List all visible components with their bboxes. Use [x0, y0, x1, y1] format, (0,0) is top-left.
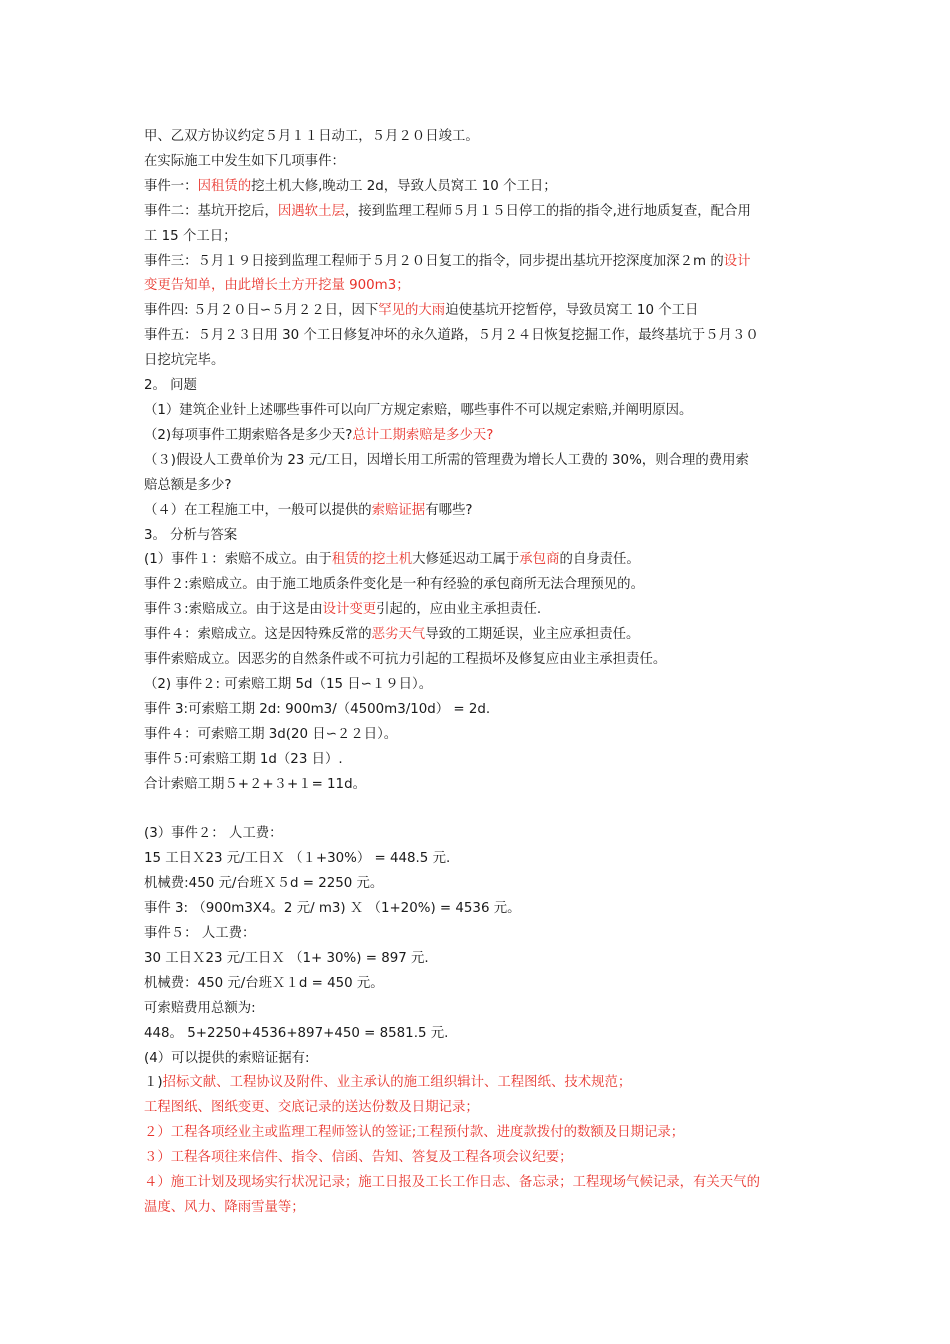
text-span: （３)假设人工费单价为 23 元/工日，因增长用工所需的管理费为增长人工费的 30%，则合理的费用索 [144, 452, 749, 468]
text-span: (4）可以提供的索赔证据有: [144, 1050, 310, 1066]
text-span: 30 工日Ｘ23 元/工日Ｘ （1+ 30%) = 897 元. [144, 950, 429, 966]
text-span: 事件３:索赔成立。由于这是由 [144, 602, 323, 618]
text-line [144, 548, 809, 573]
text-span: 事件２:索赔成立。由于施工地质条件变化是一种有经验的承包商所无法合理预见的。 [144, 577, 644, 593]
text-span: 迫使基坑开挖暂停，导致员窝工 10 个工日 [445, 303, 699, 319]
text-span: 3。 分析与答案 [144, 527, 238, 543]
text-span: （４）在工程施工中，一般可以提供的 [144, 502, 372, 518]
text-span: 日挖坑完毕。 [144, 353, 225, 369]
highlighted-text: 招标文献、工程协议及附件、业主承认的施工组织辑计、工程图纸、技术规范； [162, 1075, 632, 1091]
text-span: 事件四: ５月２０日∽５月２２日，因下 [144, 303, 379, 319]
text-line [144, 1071, 809, 1096]
text-span: 事件 3: （900m3X4。2 元/ m3) Ｘ （1+20%) = 4536 元。 [144, 901, 521, 917]
text-span: 合计索赔工期５+２+３+１= 11d。 [144, 776, 366, 792]
highlighted-text: 索赔证据 [371, 502, 426, 518]
text-line [144, 225, 809, 250]
text-line [144, 449, 809, 474]
text-span: ，接到监理工程师５月１５日停工的指的指令,进行地质复查，配合用 [344, 203, 751, 219]
text-line [144, 897, 809, 922]
text-span: 事件二：基坑开挖后， [144, 203, 278, 219]
highlighted-text: 因租赁的 [197, 178, 252, 194]
text-line [144, 150, 809, 175]
text-span: 挖土机大修,晚动工 2d，导致人员窝工 10 个工日； [251, 178, 557, 194]
highlighted-text: 租赁的挖土机 [331, 552, 413, 568]
text-span: 机械费:450 元/台班Ｘ５d = 2250 元。 [144, 876, 384, 892]
text-span: 事件五：５月２３日用 30 个工日修复冲坏的永久道路，５月２４日恢复挖掘工作，最终基坑于５月３０ [144, 328, 759, 344]
text-line [144, 324, 809, 349]
text-line [144, 250, 809, 275]
text-span: 大修延迟动工属于 [412, 552, 520, 568]
text-line [144, 773, 809, 798]
highlighted-text: 设计 [723, 253, 751, 269]
text-line [144, 1171, 809, 1196]
text-line [144, 997, 809, 1022]
text-line [144, 1096, 809, 1121]
highlighted-text: ４）施工计划及现场实行状况记录；施工日报及工长工作日志、备忘录；工程现场气候记录，有关天气的 [144, 1175, 760, 1191]
text-line [144, 623, 809, 648]
text-span: （2)每项事件工期索赔各是多少天? [144, 427, 353, 443]
text-span: （1）建筑企业针上述哪些事件可以向厂方规定索赔，哪些事件不可以规定索赔,并阐明原因。 [144, 402, 693, 418]
text-line [144, 125, 809, 150]
text-line [144, 573, 809, 598]
text-line [144, 922, 809, 947]
text-line [144, 1121, 809, 1146]
text-line [144, 1146, 809, 1171]
text-span: 448。 5+2250+4536+897+450 = 8581.5 元. [144, 1025, 449, 1041]
text-line [144, 822, 809, 847]
text-span: 15 工日Ｘ23 元/工日Ｘ （１+30%） = 448.5 元. [144, 851, 451, 867]
text-span: 事件４：索赔成立。这是因特殊反常的 [144, 627, 372, 643]
text-line [144, 648, 809, 673]
text-line [144, 723, 809, 748]
text-span: 可索赔费用总额为: [144, 1000, 256, 1016]
text-line [144, 972, 809, 997]
highlighted-text: ３）工程各项往来信件、指令、信函、告知、答复及工程各项会议纪要； [144, 1150, 573, 1166]
text-line [144, 374, 809, 399]
text-span: 在实际施工中发生如下几项事件： [144, 153, 345, 169]
text-line [144, 274, 809, 299]
text-span: 事件４：可索赔工期 3d(20 日∽２２日）。 [144, 726, 398, 742]
text-span: 事件５:可索赔工期 1d（23 日）. [144, 751, 343, 767]
text-line [144, 698, 809, 723]
highlighted-text: 罕见的大雨 [378, 303, 446, 319]
text-span: (1）事件１：索赔不成立。由于 [144, 552, 332, 568]
text-line [144, 847, 809, 872]
text-line [144, 474, 809, 499]
text-line [144, 598, 809, 623]
text-span: 2。 问题 [144, 378, 197, 394]
text-span: 有哪些? [425, 502, 473, 518]
text-span: (3）事件２： 人工费： [144, 826, 283, 842]
document-body [144, 125, 809, 1221]
text-line [144, 673, 809, 698]
text-span: １) [144, 1075, 163, 1091]
highlighted-text: 工程图纸、图纸变更、交底记录的送达份数及日期记录； [144, 1100, 479, 1116]
text-span: 工 15 个工日； [144, 228, 237, 244]
text-span: 机械费：450 元/台班Ｘ１d = 450 元。 [144, 975, 384, 991]
text-span: 事件一： [144, 178, 198, 194]
highlighted-text: ２）工程各项经业主或监理工程师签认的签证;工程预付款、进度款拨付的数额及日期记录； [144, 1125, 685, 1141]
text-span: 事件索赔成立。因恶劣的自然条件或不可抗力引起的工程损坏及修复应由业主承担责任。 [144, 652, 667, 668]
text-span: 的自身责任。 [559, 552, 640, 568]
text-line [144, 175, 809, 200]
text-line [144, 424, 809, 449]
text-span: 赔总额是多少? [144, 477, 232, 493]
highlighted-text: 因遇软土层 [277, 203, 345, 219]
text-line [144, 299, 809, 324]
text-line [144, 872, 809, 897]
text-line [144, 399, 809, 424]
highlighted-text: 温度、风力、降雨雪量等； [144, 1199, 305, 1215]
highlighted-text: 总计工期索赔是多少天? [352, 427, 494, 443]
text-span: 事件５： 人工费： [144, 925, 256, 941]
text-span: 事件 3:可索赔工期 2d: 900m3/（4500m3/10d） = 2d. [144, 701, 491, 717]
text-span: （2) 事件２: 可索赔工期 5d（15 日∽１９日）。 [144, 676, 433, 692]
text-line [144, 1022, 809, 1047]
text-line [144, 1196, 809, 1221]
text-span: 引起的，应由业主承担责任. [376, 602, 542, 618]
text-line [144, 1047, 809, 1072]
text-line [144, 524, 809, 549]
text-line [144, 947, 809, 972]
text-line [144, 200, 809, 225]
highlighted-text: 承包商 [519, 552, 560, 568]
highlighted-text: 设计变更 [322, 602, 377, 618]
text-span: 事件三：５月１９日接到监理工程师于５月２０日复工的指令，同步提出基坑开挖深度加深２m 的 [144, 253, 724, 269]
highlighted-text: 变更告知单，由此增长土方开挖量 900m3； [144, 278, 410, 294]
text-span: 甲、乙双方协议约定５月１１日动工，５月２０日竣工。 [144, 129, 479, 144]
text-span: 导致的工期延误，业主应承担责任。 [425, 627, 640, 643]
text-line [144, 349, 809, 374]
blank-line [144, 797, 809, 822]
text-line [144, 499, 809, 524]
text-line [144, 748, 809, 773]
highlighted-text: 恶劣天气 [371, 627, 426, 643]
